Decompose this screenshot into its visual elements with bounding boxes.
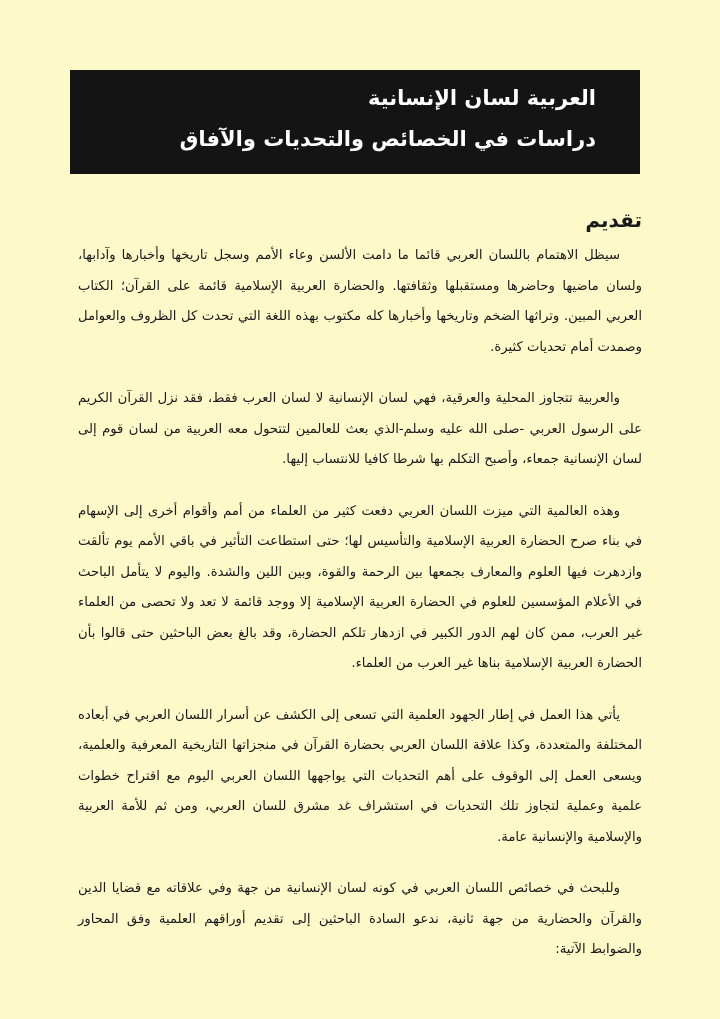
paragraph-1: سيظل الاهتمام باللسان العربي قائما ما دامت الألسن وعاء الأمم وسجل تاريخها وأخبارها وآدابها، ولسان ماضيها وحاضرها ومستقبلها وثقافتها. والحضارة العربية الإسلامية قائمة على القرآن؛ الكتاب العربي المبين. وتراثها الضخم وتاريخها وأخبارها كله مكتوب بهذه اللغة التي تحدت كل الظروف والعوامل وصمدت أمام تحديات كثيرة. — [78, 248, 642, 355]
paragraph-4: يأتي هذا العمل في إطار الجهود العلمية التي تسعى إلى الكشف عن أسرار اللسان العربي في أبعاده المختلفة والمتعددة، وكذا علاقة اللسان العربي بحضارة القرآن في منجزاتها التاريخية المعرفية والعلمية، ويسعى العمل إلى الوقوف على أهم التحديات التي يواجهها اللسان العربي اليوم مع اقتراح خطوات علمية وعملية لتجاوز تلك التحديات في استشراف غد مشرق للسان العربي، ومن ثم للأمة العربية والإسلامية والإنسانية عامة. — [78, 707, 642, 845]
section-heading: تقديم — [585, 208, 642, 232]
paragraph-3: وهذه العالمية التي ميزت اللسان العربي دفعت كثير من العلماء من أمم وأقوام أخرى إلى الإسهام في بناء صرح الحضارة العربية الإسلامية والتأسيس لها؛ حتى استطاعت التأثير في باقي الأمم يوم تألقت وازدهرت فيها العلوم والمعارف بجمعها بين الرحمة والقوة، وبين اللين والشدة. واليوم لا يتأمل الباحث في الأعلام المؤسسين للعلوم في الحضارة العربية الإسلامية إلا ووجد قائمة لا تعد ولا تحصى من العلماء غير العرب، ممن كان لهم الدور الكبير في ازدهار تلكم الحضارة، وقد بالغ بعض الباحثين حتى قالوا بأن الحضارة العربية الإسلامية بناها غير العرب من العلماء. — [78, 503, 642, 671]
document-body — [78, 205, 642, 987]
title-banner — [70, 70, 640, 174]
main-title: العربية لسان الإنسانية — [367, 86, 596, 110]
paragraph-5: وللبحث في خصائص اللسان العربي في كونه لسان الإنسانية من جهة وفي علاقاته مع قضايا الدين والقرآن والحضارية من جهة ثانية، ندعو السادة الباحثين إلى تقديم أوراقهم العلمية وفق المحاور والضوابط الآتية: — [78, 881, 642, 957]
paragraph-2: والعربية تتجاوز المحلية والعرقية، فهي لسان الإنسانية لا لسان العرب فقط، فقد نزل القرآن الكريم على الرسول العربي -صلى الله عليه وسلم-الذي بعث للعالمين لتتحول معه العربية من لسان قوم إلى لسان الإنسانية جمعاء، وأصبح التكلم بها شرطا كافيا للانتساب إليها. — [78, 391, 642, 467]
subtitle: دراسات في الخصائص والتحديات والآفاق — [179, 127, 596, 151]
